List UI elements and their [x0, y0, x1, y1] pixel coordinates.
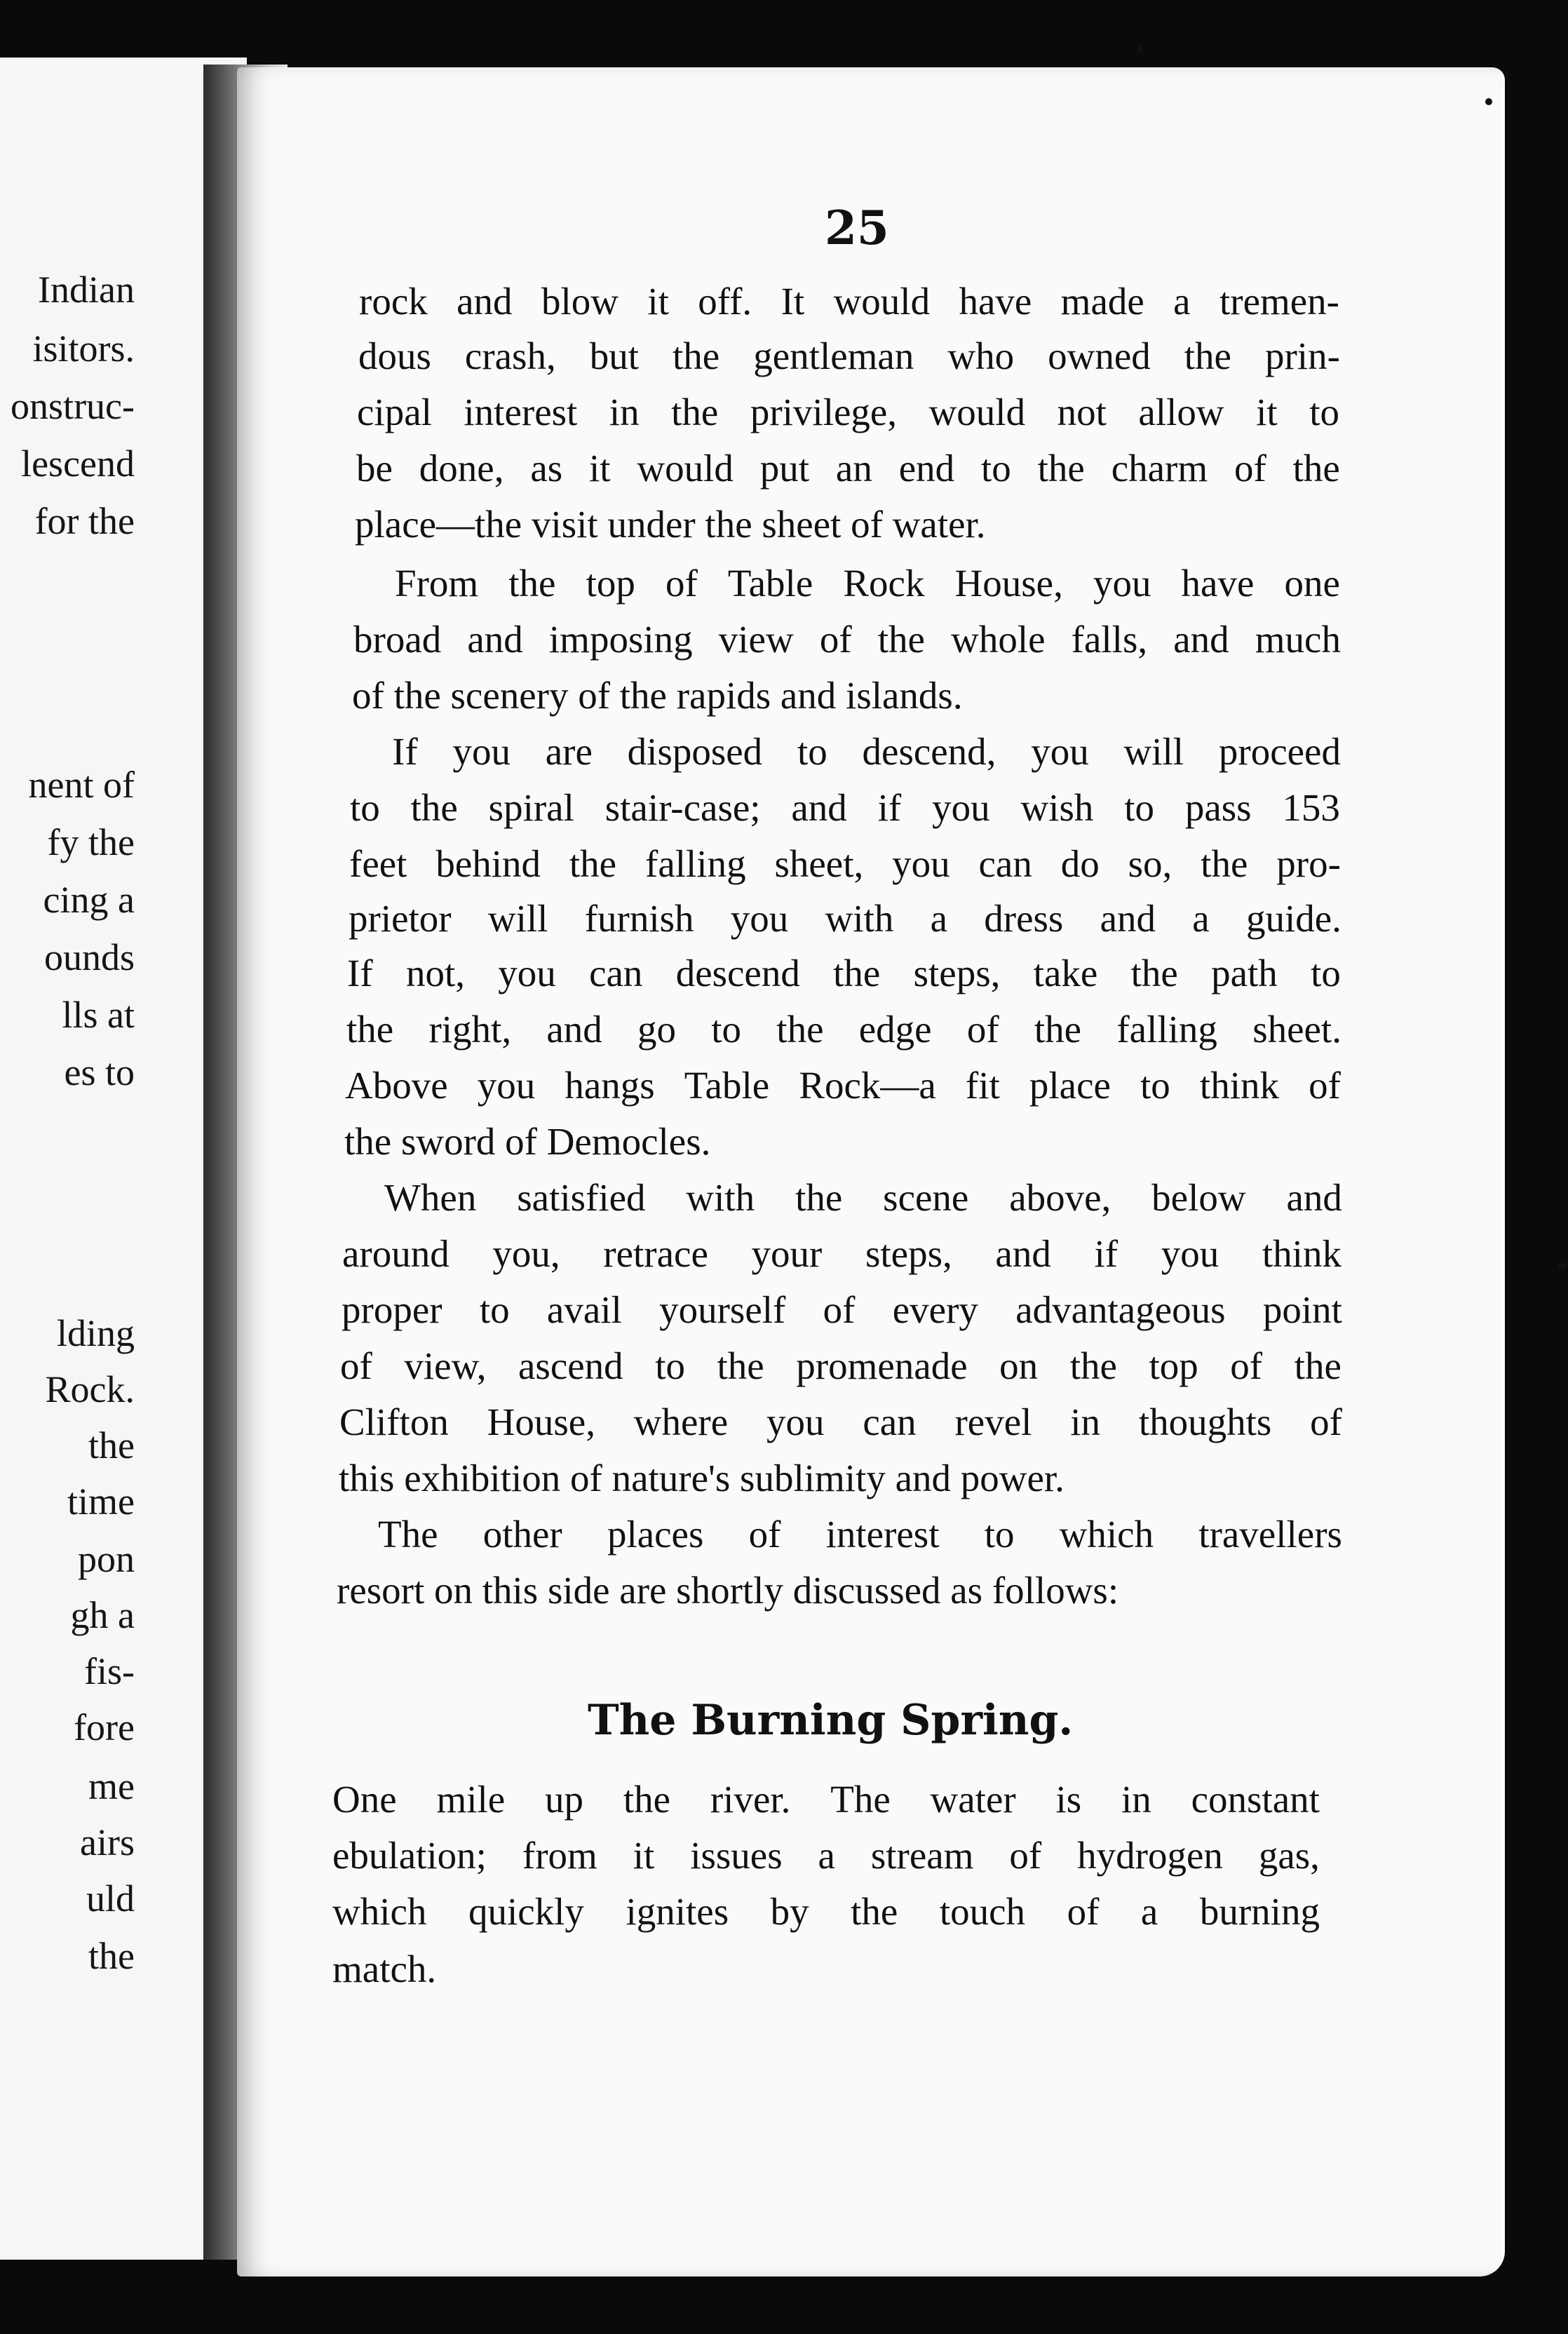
text-line: to the spiral stair-case; and if you wish to pass 153 — [350, 786, 1340, 829]
text-line: be done, as it would put an end to the charm of the — [356, 447, 1340, 490]
scan-speck — [1558, 1262, 1567, 1269]
text-line: dous crash, but the gentleman who owned the prin- — [358, 335, 1340, 377]
left-page-line: time — [67, 1480, 135, 1523]
text-line: resort on this side are shortly discussed as follows: — [337, 1569, 1119, 1612]
scan-speck — [1485, 98, 1492, 105]
text-line: of the scenery of the rapids and islands. — [352, 674, 963, 717]
left-page-line: the — [88, 1424, 135, 1466]
text-line: proper to avail yourself of every advantageous point — [342, 1288, 1342, 1331]
text-line: the right, and go to the edge of the falling sheet. — [346, 1008, 1341, 1051]
left-page-line: for the — [34, 500, 135, 542]
left-page-line: onstruc- — [11, 385, 135, 427]
text-line: which quickly ignites by the touch of a burning — [332, 1890, 1320, 1933]
left-page-line: lding — [56, 1312, 135, 1354]
text-line: the sword of Democles. — [344, 1120, 711, 1163]
text-line: this exhibition of nature's sublimity and power. — [339, 1457, 1065, 1499]
text-line: of view, ascend to the promenade on the top of the — [340, 1344, 1341, 1387]
left-page-line: cing a — [43, 879, 135, 921]
text-line: match. — [332, 1948, 437, 1990]
scan-speck — [1137, 43, 1143, 53]
text-line: Above you hangs Table Rock—a fit place to think of — [345, 1064, 1341, 1107]
left-page-line: uld — [86, 1877, 135, 1920]
text-line: prietor will furnish you with a dress and a guide. — [349, 897, 1341, 940]
left-page-line: airs — [80, 1821, 135, 1863]
text-line: Clifton House, where you can revel in thoughts of — [339, 1401, 1342, 1443]
text-line: broad and imposing view of the whole falls, and much — [353, 618, 1341, 661]
left-page-line: Rock. — [45, 1368, 135, 1410]
left-page-line: gh a — [70, 1594, 135, 1636]
left-page-line: fore — [74, 1706, 135, 1748]
left-page-line: isitors. — [32, 328, 135, 370]
text-line: ebulation; from it issues a stream of hydrogen gas, — [332, 1834, 1320, 1877]
left-page-line: fy the — [47, 821, 135, 863]
text-line: around you, retrace your steps, and if you think — [342, 1232, 1341, 1275]
text-line: From the top of Table Rock House, you have one — [395, 562, 1340, 605]
text-line: If not, you can descend the steps, take the path to — [347, 952, 1341, 994]
text-line: When satisfied with the scene above, below and — [384, 1176, 1342, 1219]
left-page-line: fis- — [84, 1650, 135, 1692]
text-line: The other places of interest to which travellers — [378, 1513, 1342, 1556]
text-line: rock and blow it off. It would have made a tremen- — [359, 280, 1339, 323]
left-page-line: ounds — [43, 936, 135, 978]
left-page-line: es to — [64, 1051, 135, 1093]
left-page-line: Indian — [38, 269, 135, 311]
text-line: feet behind the falling sheet, you can do so, the pro- — [349, 842, 1341, 885]
section-heading: The Burning Spring. — [588, 1696, 1074, 1745]
text-line: place—the visit under the sheet of water. — [355, 503, 986, 546]
left-page-line: lescend — [21, 443, 135, 485]
left-page-line: the — [88, 1935, 135, 1977]
left-page-line: nent of — [28, 764, 135, 806]
page-number: 25 — [825, 201, 889, 255]
left-page-line: me — [88, 1765, 135, 1807]
left-page-line: pon — [78, 1538, 135, 1580]
text-line: One mile up the river. The water is in constant — [332, 1778, 1320, 1821]
text-line: If you are disposed to descend, you will proceed — [392, 730, 1341, 773]
left-page-line: lls at — [62, 994, 135, 1036]
text-line: cipal interest in the privilege, would not allow it to — [357, 391, 1339, 433]
